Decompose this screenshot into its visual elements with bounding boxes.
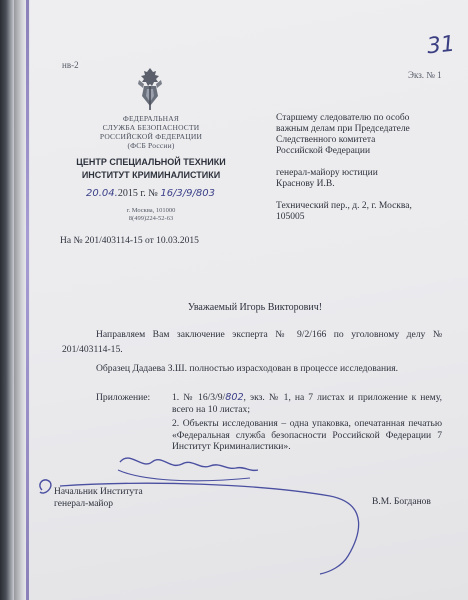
attachment-1-prefix: 1. № 16/3/9/	[172, 392, 226, 403]
handwritten-date: 20.04.	[86, 188, 118, 199]
greeting: Уважаемый Игорь Викторович!	[187, 302, 323, 313]
copy-number: Экз. № 1	[408, 70, 442, 80]
attachment-label: Приложение:	[96, 392, 151, 403]
org-line-3: РОССИЙСКОЙ ФЕДЕРАЦИИ	[99, 132, 203, 141]
paragraph-2: Образец Дадаева З.Ш. полностью израсходован в процессе исследования.	[96, 363, 399, 374]
attachment-item-1	[172, 392, 442, 415]
paragraph-1: Направляем Вам заключение эксперта № 9/2/166 по уголовному делу № 201/403114-15.	[62, 329, 442, 355]
signer-title-line-1: Начальник Института	[54, 487, 143, 497]
center-name-line-1: ЦЕНТР СПЕЦИАЛЬНОЙ ТЕХНИКИ	[76, 157, 226, 167]
fsb-emblem-icon	[135, 66, 165, 112]
handwritten-attachment-number: 802	[225, 392, 244, 403]
year-suffix: 2015 г. №	[117, 188, 158, 199]
org-line-4: (ФСБ России)	[127, 141, 175, 150]
attachment-1-rest: , экз. № 1, на 7 листах и приложение к нему, всего на 10 листах;	[172, 392, 442, 415]
recipient-line-1: Старшему следователю по особо	[276, 113, 410, 123]
recipient-address-line-1: Технический пер., д. 2, г. Москва,	[276, 201, 412, 211]
recipient-rank: генерал-майору юстиции	[276, 168, 378, 178]
recipient-name: Краснову И.В.	[276, 179, 335, 189]
handwritten-outgoing-number: 16/3/9/803	[160, 188, 215, 199]
sender-address-line-2: 8(499)224-52-63	[128, 215, 174, 222]
handwritten-signature	[30, 440, 460, 580]
attachment-item-2: 2. Объекты исследования – одна упаковка, опечатанная печатью «Федеральная служба безопасности Российской Федерации 7 Институт Криминалистики».	[172, 418, 442, 452]
org-line-1: ФЕДЕРАЛЬНАЯ	[122, 114, 180, 123]
recipient-line-2: важным делам при Председателе	[276, 124, 410, 134]
handwritten-page-number: 31	[425, 31, 457, 60]
reference-line: На № 201/403114-15 от 10.03.2015	[60, 236, 199, 246]
center-name-line-2: ИНСТИТУТ КРИМИНАЛИСТИКИ	[81, 170, 221, 180]
signer-name: В.М. Богданов	[372, 497, 431, 507]
sender-address-line-1: г. Москва, 101000	[126, 207, 176, 214]
outgoing-date-number	[86, 188, 215, 199]
page-shadow	[14, 0, 26, 600]
recipient-address-line-2: 105005	[276, 212, 305, 222]
binder-edge-line	[26, 0, 29, 600]
recipient-line-3: Следственного комитета	[276, 135, 376, 145]
signer-title-line-2: генерал-майор	[54, 499, 113, 509]
recipient-line-4: Российской Федерации	[276, 146, 371, 156]
form-code: нв-2	[62, 60, 79, 70]
org-line-2: СЛУЖБА БЕЗОПАСНОСТИ	[102, 123, 200, 132]
